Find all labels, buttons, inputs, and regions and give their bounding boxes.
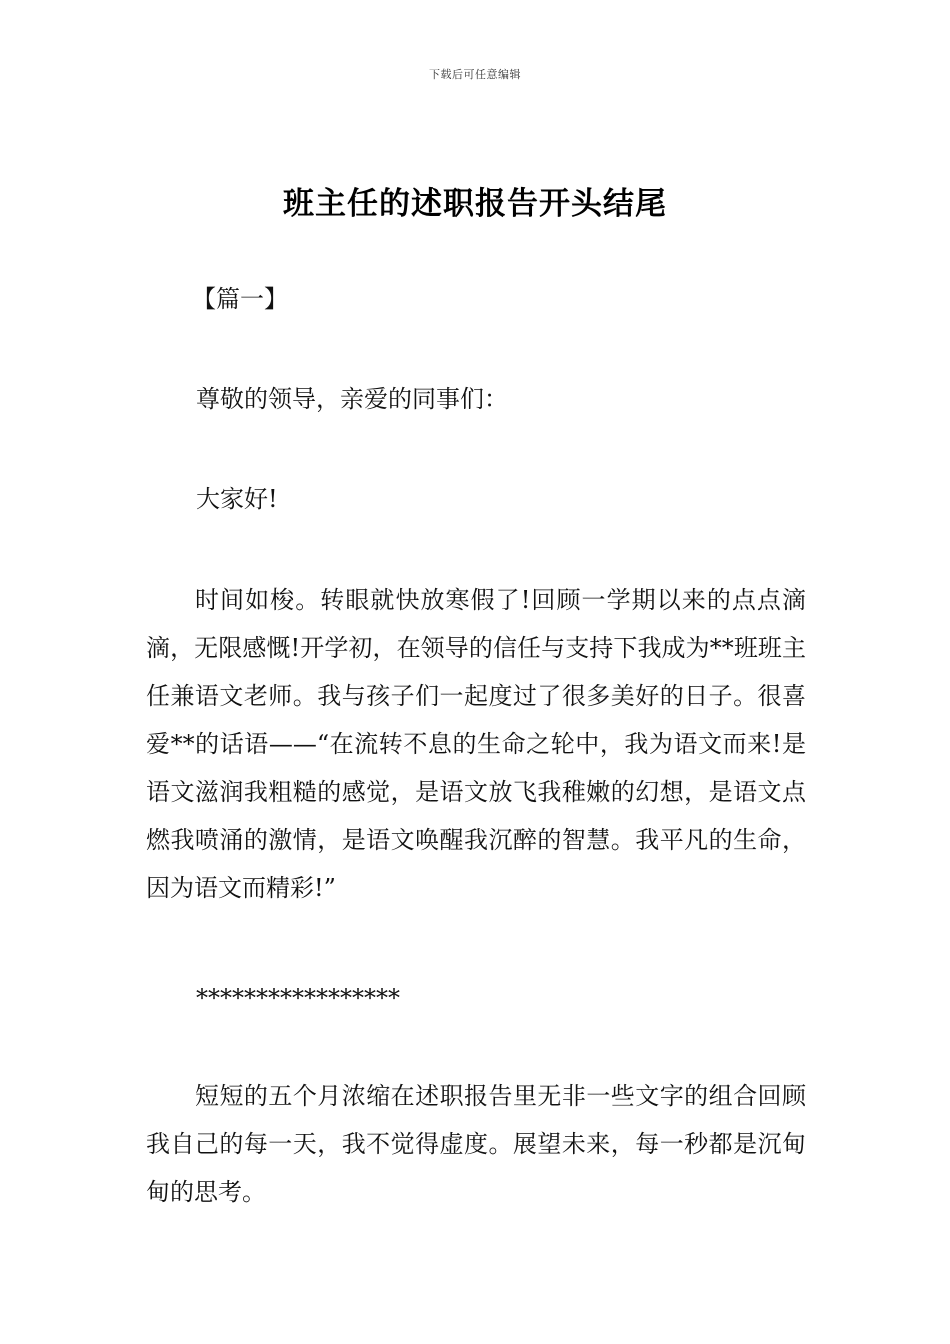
separator-line: ***************** (196, 984, 400, 1012)
header-note: 下载后可任意编辑 (429, 68, 521, 81)
salutation: 尊敬的领导，亲爱的同事们： (196, 385, 508, 413)
document-title: 班主任的述职报告开头结尾 (283, 186, 667, 222)
greeting: 大家好! (196, 485, 278, 513)
body-paragraph-2: 短短的五个月浓缩在述职报告里无非一些文字的组合回顾我自己的每一天，我不觉得虚度。展望未来，每一秒都是沉甸甸的思考。 (146, 1082, 806, 1206)
body-paragraph-1: 时间如梭。转眼就快放寒假了!回顾一学期以来的点点滴滴，无限感慨!开学初，在领导的信任与支持下我成为**班班主任兼语文老师。我与孩子们一起度过了很多美好的日子。很喜爱**的话语——“在流转不息的生命之轮中，我为语文而来!是语文滋润我粗糙的感觉，是语文放飞我稚嫩的幻想，是语文点燃我喷涌的激情，是语文唤醒我沉醉的智慧。我平凡的生命，因为语文而精彩!” (146, 586, 806, 902)
section-label: 【篇一】 (192, 285, 288, 313)
